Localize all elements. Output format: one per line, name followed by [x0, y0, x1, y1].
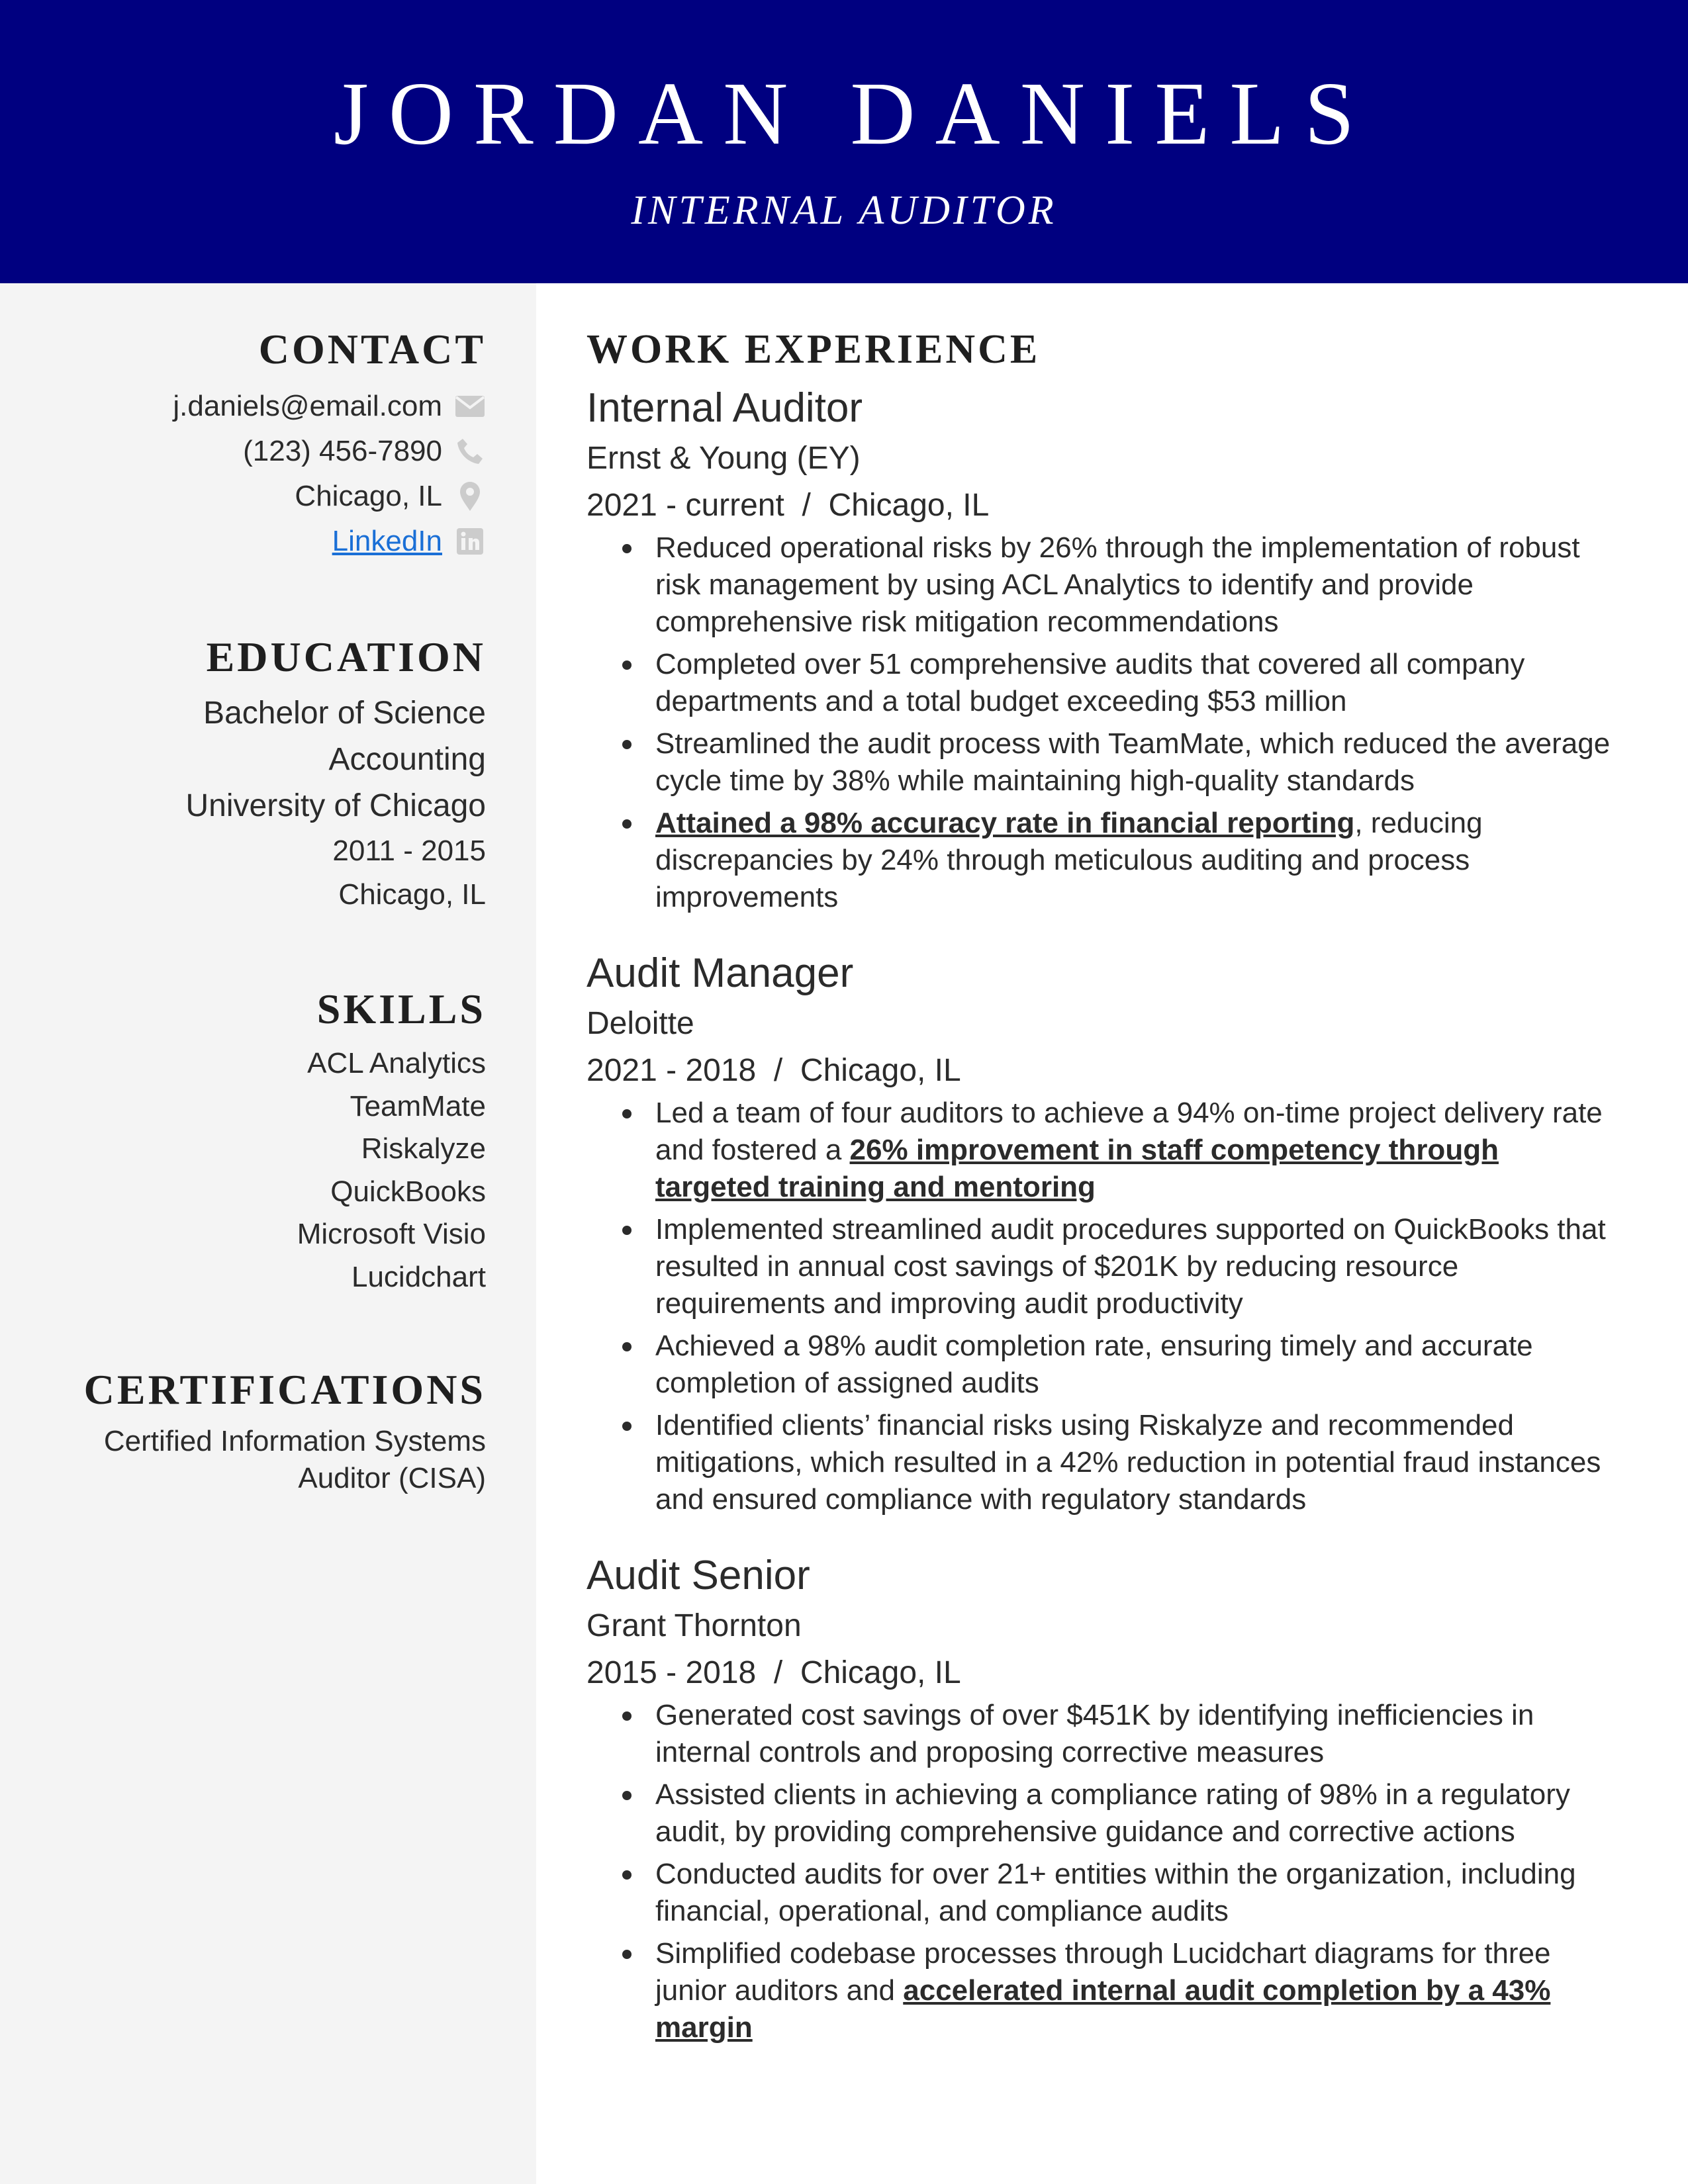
skill-item: ACL Analytics	[307, 1047, 486, 1079]
envelope-icon	[454, 390, 486, 422]
bullet-dot	[622, 1870, 632, 1880]
skill-item: Lucidchart	[351, 1260, 486, 1293]
bullet-dot	[622, 1711, 632, 1721]
job-company: Ernst & Young (EY)	[586, 441, 861, 476]
skills-heading: SKILLS	[316, 985, 486, 1032]
bullet-item	[617, 1407, 1619, 1518]
bullet-dot	[622, 1109, 632, 1118]
certification-line-2: Auditor (CISA)	[298, 1462, 486, 1494]
skill-item: Microsoft Visio	[297, 1218, 486, 1250]
phone-icon	[454, 435, 486, 467]
education-years: 2011 - 2015	[332, 835, 486, 867]
education-degree: Bachelor of Science	[203, 696, 486, 731]
contact-phone[interactable]: (123) 456-7890	[243, 435, 442, 467]
bullet-text: Led a team of four auditors to achieve a 94% on-time project delivery rate and fostered a	[655, 1097, 1603, 1166]
candidate-name: JORDAN DANIELS	[333, 64, 1375, 163]
job-company: Deloitte	[586, 1006, 694, 1041]
bullet-text: Identified clients’ financial risks using Riskalyze and recommended mitigations, which resulted in a 42% reduction in potential fraud instances and ensured compliance with regulatory standards	[655, 1409, 1601, 1516]
bullet-item	[617, 1776, 1619, 1850]
job-title: Internal Auditor	[586, 385, 863, 431]
bullet-text: Simplified codebase processes through Lucidchart diagrams for three junior auditors and	[655, 1937, 1551, 2007]
skill-item: QuickBooks	[330, 1175, 486, 1208]
contact-location-row	[23, 474, 486, 519]
job-company: Grant Thornton	[586, 1608, 802, 1643]
education-school: University of Chicago	[185, 788, 486, 823]
skill-item: Riskalyze	[361, 1132, 486, 1165]
bullet-dot	[622, 1422, 632, 1431]
job-entry	[586, 946, 1619, 1518]
education-major: Accounting	[328, 742, 486, 777]
bullet-dot	[622, 740, 632, 749]
certifications-heading: CERTIFICATIONS	[83, 1366, 486, 1413]
bullet-text: Generated cost savings of over $451K by identifying inefficiencies in internal controls and proposing corrective measures	[655, 1699, 1534, 1768]
job-dates-location: 2021 - 2018 / Chicago, IL	[586, 1053, 961, 1088]
certifications-section	[23, 1363, 486, 1497]
job-entry	[586, 381, 1619, 916]
bullet-dot	[622, 544, 632, 553]
contact-heading: CONTACT	[258, 326, 486, 373]
linkedin-icon	[454, 525, 486, 557]
contact-location: Chicago, IL	[295, 480, 442, 512]
bullet-dot	[622, 1226, 632, 1235]
bullet-item	[617, 646, 1619, 720]
bullet-item	[617, 1697, 1619, 1771]
bullet-dot	[622, 819, 632, 829]
sidebar	[0, 283, 536, 2184]
bullet-highlight: accelerated internal audit completion by a 43% margin	[655, 1974, 1551, 2044]
job-dates-location: 2021 - current / Chicago, IL	[586, 488, 990, 523]
contact-email-row	[23, 384, 486, 429]
bullet-item	[617, 725, 1619, 799]
bullet-text: Streamlined the audit process with TeamMate, which reduced the average cycle time by 38% while maintaining high-quality standards	[655, 727, 1611, 797]
main-content	[586, 283, 1619, 2052]
contact-phone-row	[23, 429, 486, 474]
contact-section	[23, 323, 486, 564]
bullet-text: Completed over 51 comprehensive audits that covered all company departments and a total budget exceeding $53 million	[655, 648, 1525, 717]
linkedin-link[interactable]: LinkedIn	[332, 525, 442, 557]
bullet-dot	[622, 1342, 632, 1351]
certification-line-1: Certified Information Systems	[103, 1425, 486, 1457]
bullet-item	[617, 1935, 1619, 2046]
bullet-text: , reducing discrepancies by 24% through meticulous auditing and process improvements	[655, 807, 1483, 913]
bullet-text: Achieved a 98% audit completion rate, ensuring timely and accurate completion of assigned audits	[655, 1330, 1533, 1399]
bullet-text: Reduced operational risks by 26% through the implementation of robust risk management by using ACL Analytics to identify and provide comprehensive risk mitigation recommendations	[655, 531, 1580, 638]
candidate-role: INTERNAL AUDITOR	[631, 188, 1057, 233]
contact-linkedin-row	[23, 519, 486, 564]
job-title: Audit Senior	[586, 1553, 810, 1598]
job-title: Audit Manager	[586, 950, 854, 996]
bullet-highlight: Attained a 98% accuracy rate in financial reporting	[655, 807, 1355, 839]
skills-section	[23, 983, 486, 1298]
bullet-highlight: 26% improvement in staff competency through targeted training and mentoring	[655, 1134, 1499, 1203]
bullet-dot	[622, 1791, 632, 1800]
bullet-text: Conducted audits for over 21+ entities within the organization, including financial, operational, and compliance audits	[655, 1858, 1576, 1927]
bullet-dot	[622, 1950, 632, 1959]
job-dates-location: 2015 - 2018 / Chicago, IL	[586, 1655, 961, 1690]
skill-item: TeamMate	[350, 1089, 486, 1122]
bullet-item	[617, 805, 1619, 916]
work-experience-heading: WORK EXPERIENCE	[586, 327, 1041, 372]
map-pin-icon	[454, 480, 486, 512]
job-bullets	[617, 1697, 1619, 2046]
education-heading: EDUCATION	[206, 633, 486, 680]
bullet-item	[617, 1095, 1619, 1206]
job-entry	[586, 1549, 1619, 2046]
education-location: Chicago, IL	[338, 878, 486, 911]
job-bullets	[617, 1095, 1619, 1518]
bullet-item	[617, 1211, 1619, 1322]
resume-header	[0, 0, 1688, 283]
bullet-item	[617, 1328, 1619, 1402]
bullet-dot	[622, 660, 632, 670]
bullet-item	[617, 1856, 1619, 1930]
job-bullets	[617, 529, 1619, 916]
bullet-text: Assisted clients in achieving a compliance rating of 98% in a regulatory audit, by providing comprehensive guidance and corrective actions	[655, 1778, 1570, 1848]
bullet-item	[617, 529, 1619, 641]
bullet-text: Implemented streamlined audit procedures supported on QuickBooks that resulted in annual cost savings of $201K by reducing resource requirements and improving audit productivity	[655, 1213, 1606, 1320]
education-section	[23, 631, 486, 917]
contact-email[interactable]: j.daniels@email.com	[173, 390, 442, 422]
